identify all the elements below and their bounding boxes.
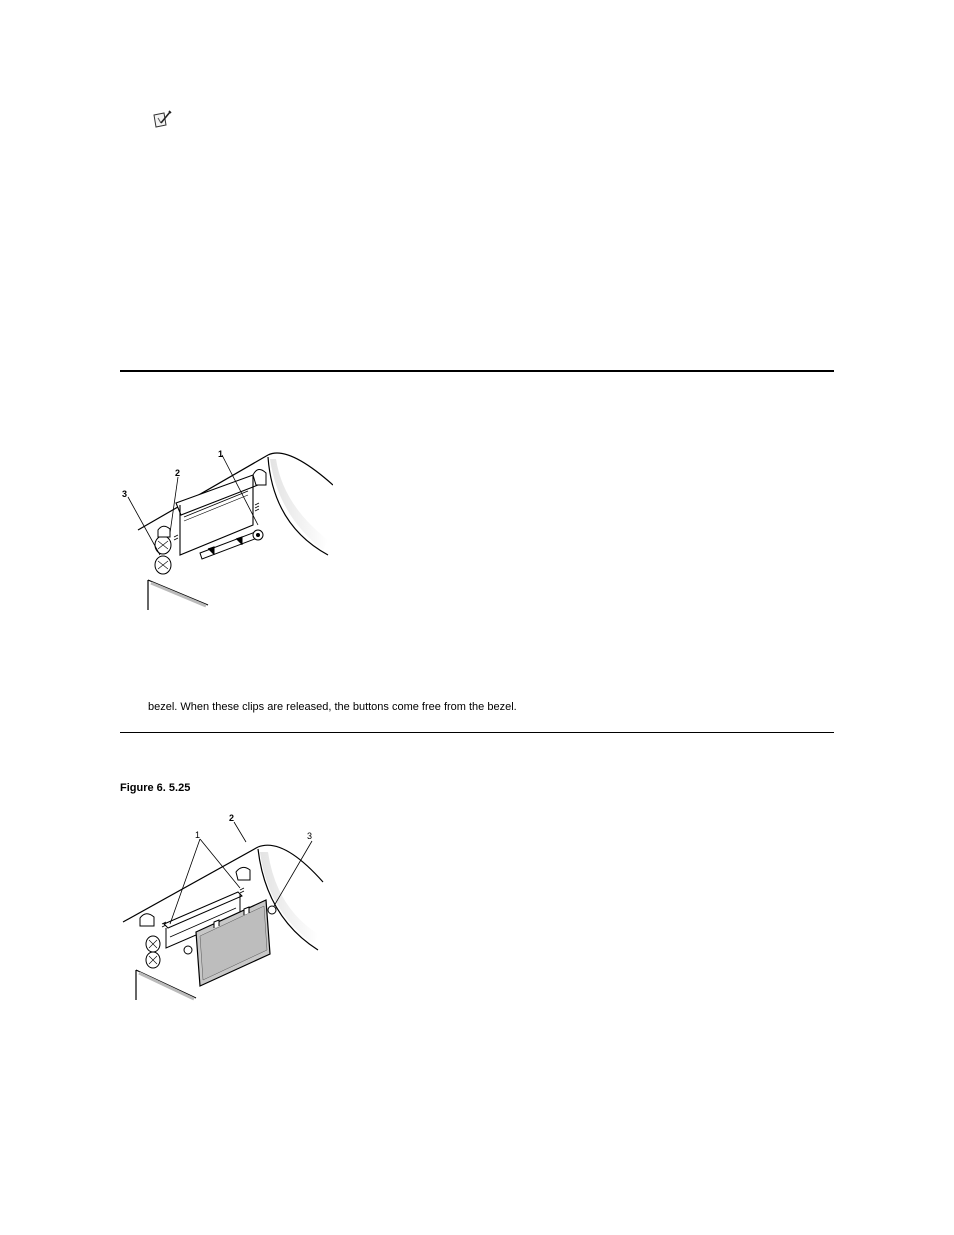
callout-1: 1 (218, 449, 224, 459)
section-divider-2 (120, 732, 834, 733)
bezel-buttons-illustration (118, 445, 333, 610)
bezel-insert-illustration (118, 812, 333, 1002)
note-icon (152, 110, 174, 130)
section-divider (120, 370, 834, 372)
note-pencil-icon (152, 110, 174, 130)
callout-3: 3 (307, 831, 313, 841)
callout-3: 3 (122, 489, 128, 499)
figure-title: Figure 6. 5.25 (120, 782, 191, 794)
callout-1: 1 (195, 830, 201, 840)
callout-2: 2 (229, 813, 235, 823)
body-text: bezel. When these clips are released, the buttons come free from the bezel. (148, 701, 517, 713)
callout-2: 2 (175, 468, 181, 478)
